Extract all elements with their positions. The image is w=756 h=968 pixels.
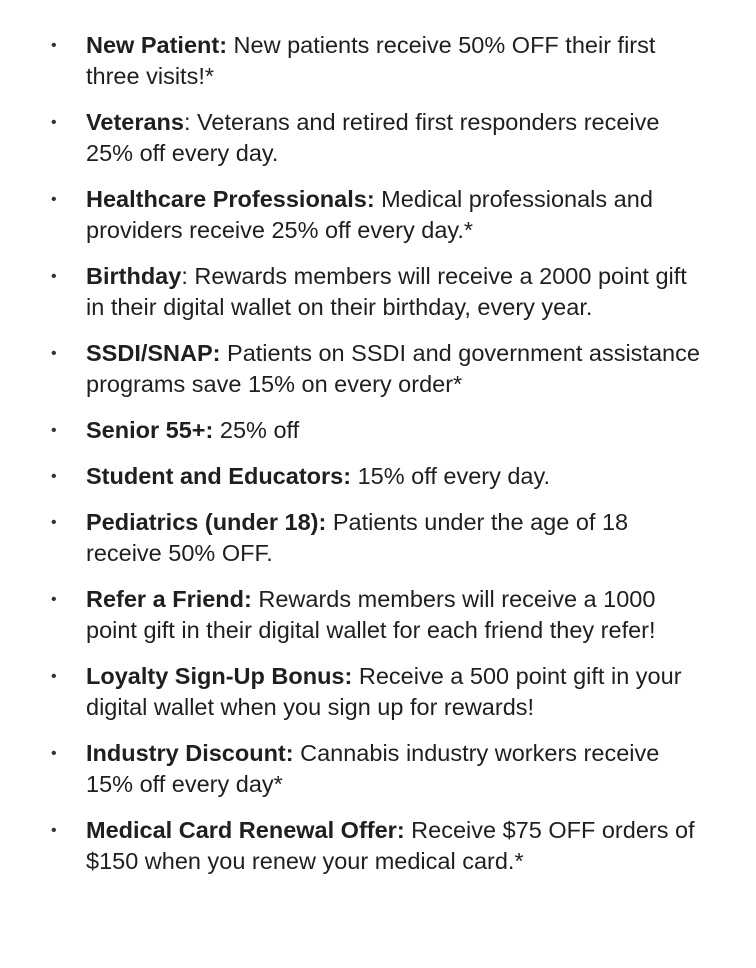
list-item-pediatrics xyxy=(0,507,756,569)
item-term: Refer a Friend: xyxy=(86,586,252,612)
list-item-healthcare-professionals xyxy=(0,184,756,246)
item-term: Loyalty Sign-Up Bonus: xyxy=(86,663,353,689)
list-item-ssdi-snap xyxy=(0,338,756,400)
bullet-icon: • xyxy=(51,822,57,839)
item-term: Industry Discount: xyxy=(86,740,294,766)
list-item-veterans xyxy=(0,107,756,169)
bullet-icon: • xyxy=(51,191,57,208)
list-item-refer-a-friend xyxy=(0,584,756,646)
item-term: Senior 55+: xyxy=(86,417,214,443)
list-item-senior xyxy=(0,415,756,446)
item-description: New patients receive 50% OFF their first three visits!* xyxy=(86,32,656,89)
bullet-icon: • xyxy=(51,591,57,608)
item-term: Medical Card Renewal Offer: xyxy=(86,817,405,843)
bullet-icon: • xyxy=(51,345,57,362)
bullet-icon: • xyxy=(51,268,57,285)
item-description: Cannabis industry workers receive 15% off every day* xyxy=(86,740,660,797)
item-term: Birthday xyxy=(86,263,182,289)
item-description: Patients on SSDI and government assistance programs save 15% on every order* xyxy=(86,340,700,397)
item-description: Medical professionals and providers receive 25% off every day.* xyxy=(86,186,653,243)
item-description: Patients under the age of 18 receive 50% OFF. xyxy=(86,509,629,566)
bullet-icon: • xyxy=(51,114,57,131)
bullet-icon: • xyxy=(51,514,57,531)
list-item-birthday xyxy=(0,261,756,323)
bullet-icon: • xyxy=(51,422,57,439)
list-item-industry-discount xyxy=(0,738,756,800)
bullet-icon: • xyxy=(51,468,57,485)
list-item-new-patient xyxy=(0,30,756,92)
list-item-medical-card-renewal xyxy=(0,815,756,877)
list-item-loyalty-sign-up xyxy=(0,661,756,723)
bullet-icon: • xyxy=(51,745,57,762)
bullet-icon: • xyxy=(51,37,57,54)
bullet-icon: • xyxy=(51,668,57,685)
item-term: SSDI/SNAP: xyxy=(86,340,221,366)
list-item-student-educators xyxy=(0,461,756,492)
item-term: Pediatrics (under 18): xyxy=(86,509,327,535)
item-term: Student and Educators: xyxy=(86,463,352,489)
item-description: Receive $75 OFF orders of $150 when you renew your medical card.* xyxy=(86,817,695,874)
item-description: 25% off xyxy=(213,417,300,443)
item-term: Healthcare Professionals: xyxy=(86,186,375,212)
item-term: Veterans xyxy=(86,109,184,135)
item-description: 15% off every day. xyxy=(351,463,551,489)
item-description: Rewards members will receive a 1000 point gift in their digital wallet for each friend they refer! xyxy=(86,586,656,643)
item-description: : Veterans and retired first responders receive 25% off every day. xyxy=(86,109,660,166)
item-term: New Patient: xyxy=(86,32,228,58)
discount-list xyxy=(0,30,756,892)
item-description: Receive a 500 point gift in your digital wallet when you sign up for rewards! xyxy=(86,663,682,720)
item-description: : Rewards members will receive a 2000 point gift in their digital wallet on their birthday, every year. xyxy=(86,263,687,320)
